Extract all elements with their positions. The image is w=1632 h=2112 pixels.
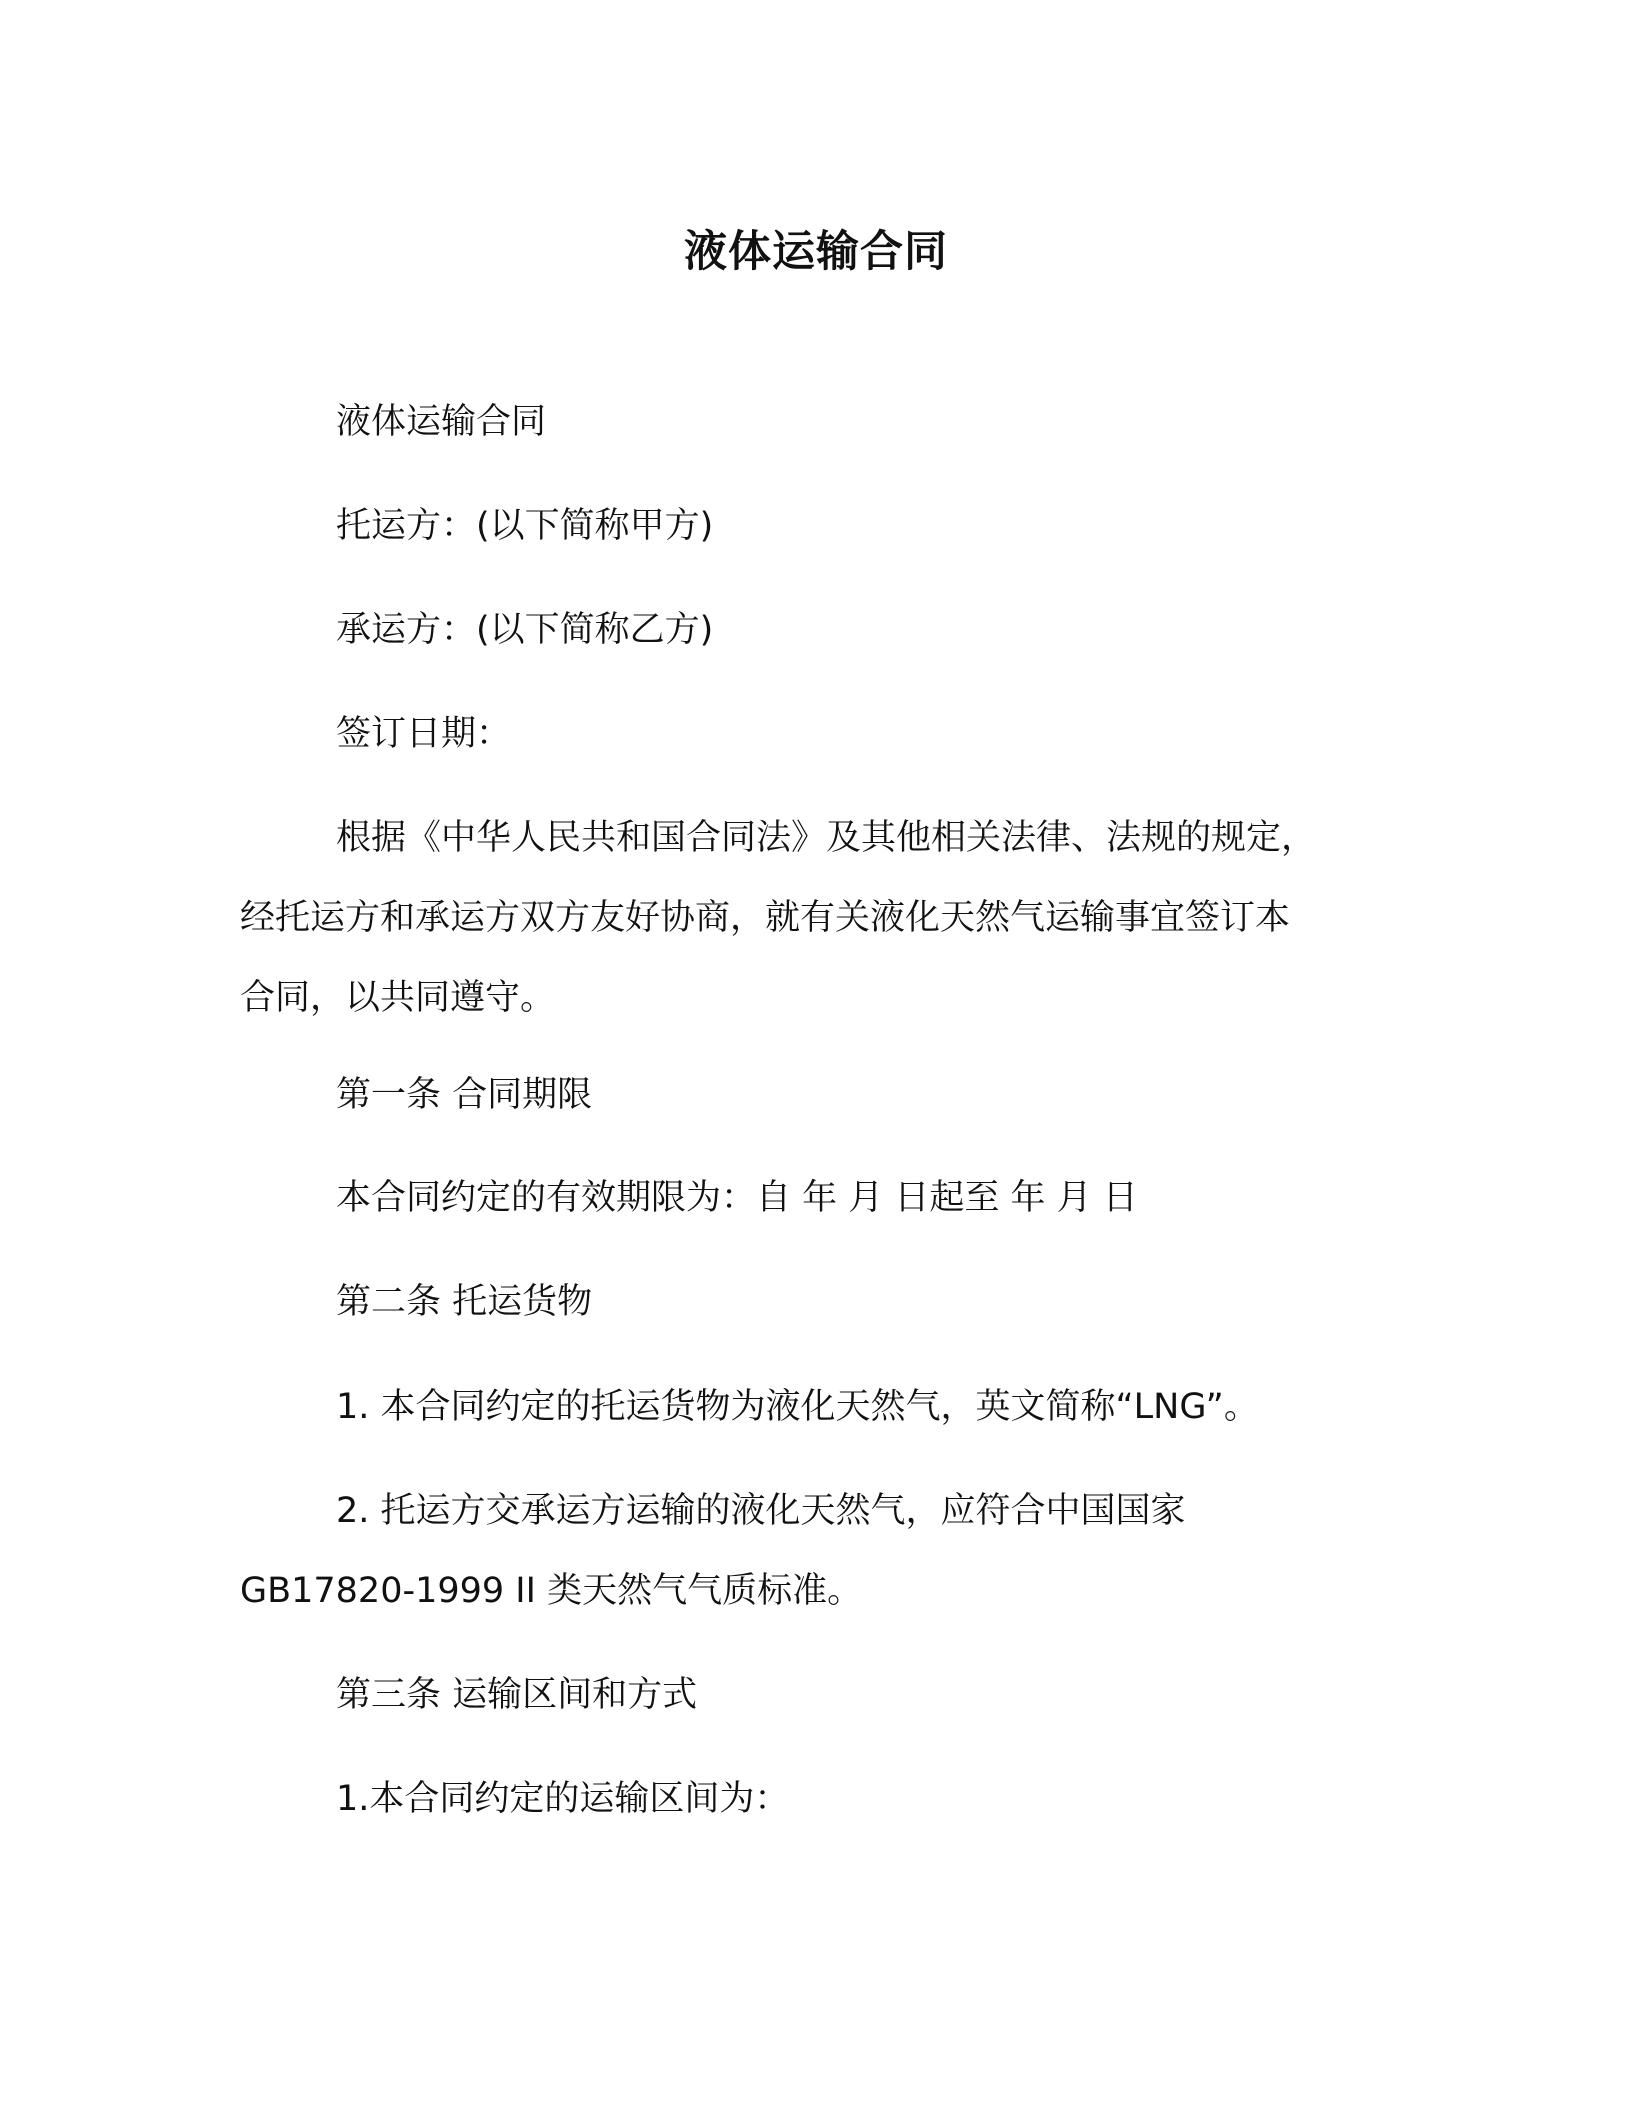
article2-item2 — [240, 1471, 1400, 1631]
article2-item2-line: GB17820-1999 II 类天然气气质标准。 — [240, 1571, 863, 1611]
article1-term-text: 本合同约定的有效期限为：自 年 月 日起至 年 月 日 — [336, 1178, 1138, 1218]
article2-item2-line: 2. 托运方交承运方运输的液化天然气，应符合中国国家 — [336, 1491, 1186, 1531]
article3-heading: 第三条 运输区间和方式 — [336, 1675, 698, 1715]
carrier-line: 承运方：(以下简称乙方) — [336, 610, 714, 650]
article2-heading: 第二条 托运货物 — [336, 1282, 593, 1322]
shipper-line: 托运方：(以下简称甲方) — [336, 506, 714, 546]
contract-heading: 液体运输合同 — [336, 402, 547, 442]
preamble-line: 经托运方和承运方双方友好协商，就有关液化天然气运输事宜签订本 — [240, 898, 1291, 938]
article3-item1: 1.本合同约定的运输区间为： — [336, 1779, 790, 1819]
article1-heading: 第一条 合同期限 — [336, 1075, 593, 1115]
preamble-paragraph — [240, 798, 1400, 1038]
sign-date-line: 签订日期： — [336, 714, 512, 754]
preamble-line: 合同，以共同遵守。 — [240, 978, 556, 1018]
preamble-line: 根据《中华人民共和国合同法》及其他相关法律、法规的规定， — [336, 818, 1317, 858]
document-title: 液体运输合同 — [684, 227, 948, 277]
article2-item1: 1. 本合同约定的托运货物为液化天然气，英文简称“LNG”。 — [336, 1387, 1259, 1427]
